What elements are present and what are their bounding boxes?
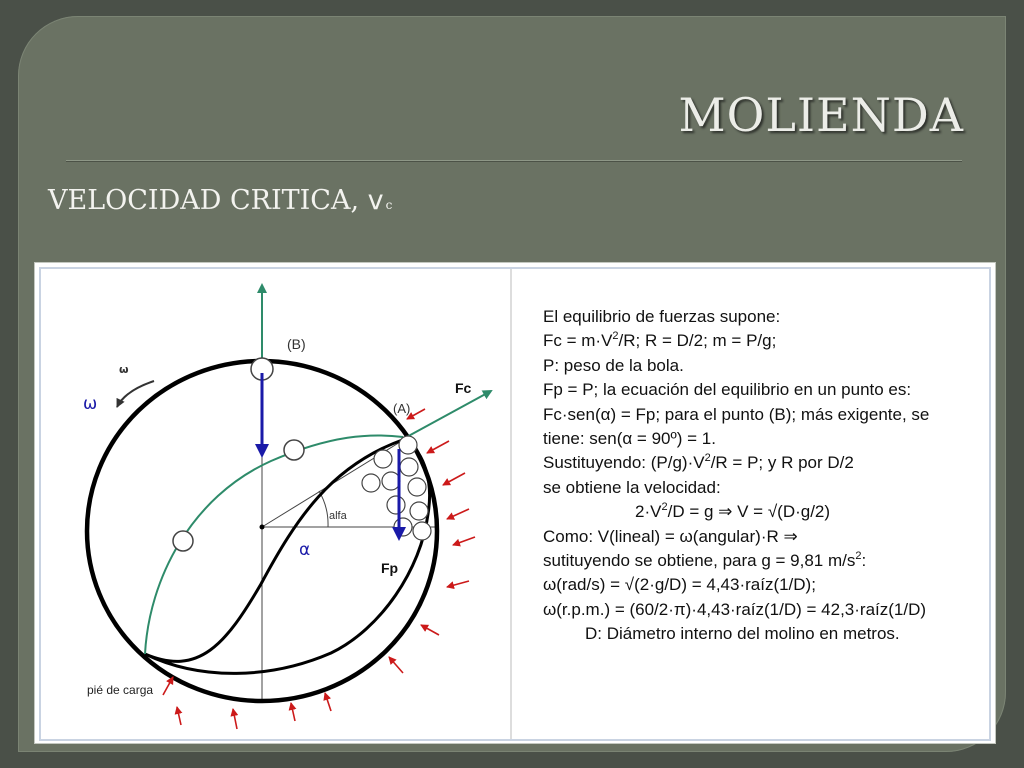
label-fp: Fp — [381, 560, 399, 576]
superscript: 2 — [704, 452, 711, 465]
label-fc: Fc — [455, 380, 472, 396]
equation-line: Fp = P; la ecuación del equilibrio en un punto es: — [543, 380, 912, 400]
slide-title: MOLIENDA — [678, 88, 964, 142]
equation-line — [543, 549, 993, 573]
equation-line: D: Diámetro interno del molino en metros. — [585, 624, 900, 644]
figure-panel — [39, 267, 991, 741]
equation-line — [543, 500, 993, 524]
label-pie-de-carga: pié de carga — [87, 683, 154, 697]
ball-trajectory-mid — [284, 440, 304, 460]
mill-center-point — [260, 525, 265, 530]
label-alfa: alfa — [329, 510, 347, 522]
equations-panel — [543, 305, 993, 646]
equation-line: Fc·sen(α) = Fp; para el punto (B); más exigente, se — [543, 404, 930, 424]
equation-line: El equilibrio de fuerzas supone: — [543, 307, 781, 326]
equation-text: Fc = m·V — [543, 331, 613, 351]
equation-line: ω(r.p.m.) = (60/2·π)·4,43·raíz(1/D) = 42,3·raíz(1/D) — [543, 599, 927, 619]
label-omega-small: ω — [119, 363, 129, 376]
ball-cluster — [362, 436, 431, 540]
velocity-subscript: c — [385, 198, 393, 212]
label-point-b: (B) — [287, 336, 306, 352]
label-alpha: α — [299, 540, 311, 560]
equation-text: /R = P; y R por D/2 — [710, 453, 854, 473]
equation-text: : — [861, 550, 867, 570]
subtitle-text: VELOCIDAD CRITICA, — [48, 185, 368, 216]
label-omega-large: ω — [83, 394, 98, 414]
figure-frame — [34, 262, 996, 744]
equation-text: Sustituyendo: (P/g)·V — [543, 453, 705, 473]
superscript: 2 — [661, 501, 668, 514]
equation-text: 2·V — [635, 502, 662, 522]
superscript: 2 — [612, 330, 619, 343]
superscript: 2 — [855, 549, 862, 562]
equation-line — [543, 329, 993, 353]
equation-text: /D = g ⇒ V = √(D·g/2) — [667, 502, 831, 522]
equation-line — [543, 451, 993, 475]
ball-trajectory-low — [173, 531, 193, 551]
external-arrows — [163, 409, 475, 729]
slide-subtitle — [48, 185, 392, 216]
equation-line: tiene: sen(α = 90º) = 1. — [543, 428, 716, 448]
title-divider — [66, 160, 962, 161]
equation-line: Como: V(lineal) = ω(angular)·R ⇒ — [543, 526, 798, 546]
label-point-a: (A) — [393, 401, 411, 416]
equation-line: P: peso de la bola. — [543, 355, 684, 375]
velocity-symbol: v — [367, 185, 384, 216]
equation-line: ω(rad/s) = √(2·g/D) = 4,43·raíz(1/D); — [543, 575, 816, 595]
fc-arrow — [403, 391, 491, 439]
equation-text: sutituyendo se obtiene, para g = 9,81 m/s — [543, 550, 856, 570]
equation-text: /R; R = D/2; m = P/g; — [618, 331, 777, 351]
equation-line: se obtiene la velocidad: — [543, 477, 721, 497]
